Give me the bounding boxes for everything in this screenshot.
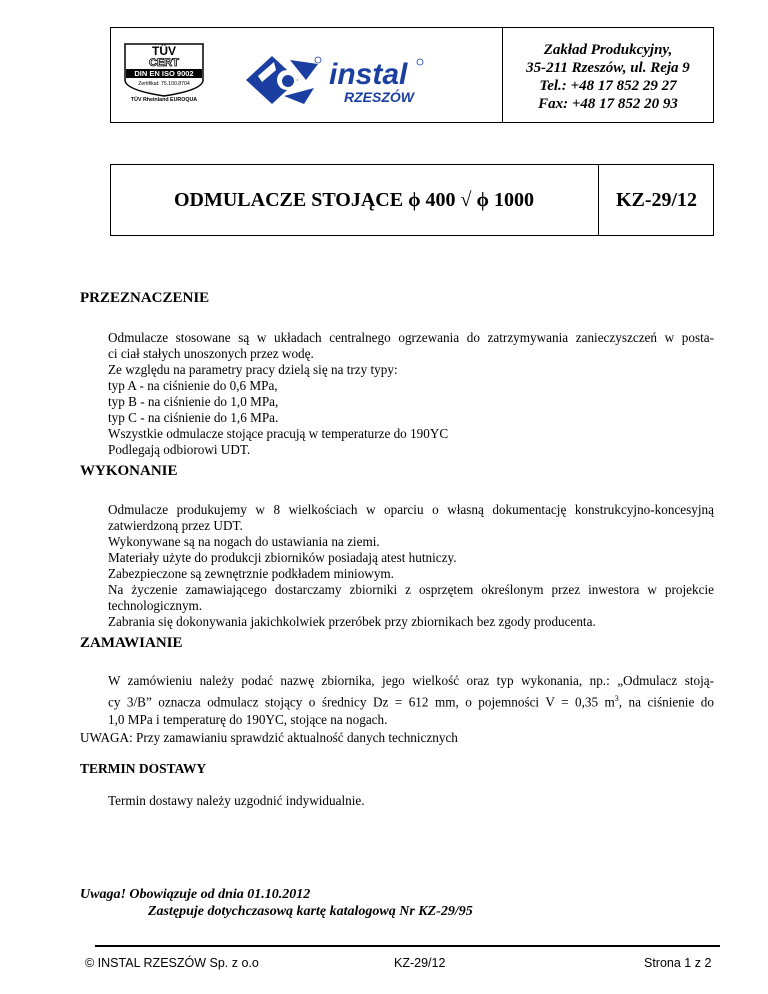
company-address	[504, 41, 712, 113]
logo-name: instal	[329, 58, 408, 91]
address-line: 35-211 Rzeszów, ul. Reja 9	[526, 60, 690, 76]
tuv-issuer: TÜV Rheinland EUROQUA	[130, 97, 198, 102]
paragraph-line: 1,0 MPa i temperaturę do 190ΥC, stojące na nogach.	[108, 712, 388, 728]
paragraph-line: technologicznym.	[108, 598, 203, 613]
section-body-przeznaczenie	[108, 330, 714, 458]
section-heading-zamawianie: ZAMAWIANIE	[80, 635, 183, 651]
paragraph-line: Ze względu na parametry pracy dzielą się na trzy typy:	[108, 362, 398, 377]
address-line: Tel.: +48 17 852 29 27	[539, 78, 677, 94]
paragraph-line	[108, 690, 714, 711]
tuv-cert-word: CERT	[149, 57, 179, 69]
tuv-brand: TÜV	[152, 44, 176, 58]
paragraph-line: Zabrania się dokonywania jakichkolwiek przeróbek przy zbiornikach bez zgody producenta.	[108, 614, 596, 629]
footer-page: Strona 1 z 2	[644, 956, 712, 970]
instal-logo-icon	[244, 50, 434, 110]
address-line: Fax: +48 17 852 20 93	[538, 96, 678, 112]
termin-text: Termin dostawy należy uzgodnić indywidualnie.	[108, 793, 365, 808]
tuv-cert-icon	[121, 40, 207, 102]
paragraph-line: Podlegają odbiorowi UDT.	[108, 442, 251, 457]
section-heading-wykonanie: WYKONANIE	[80, 463, 178, 479]
paragraph-line: Odmulacze produkujemy w 8 wielkościach w oparciu o własną dokumentację konstrukcyjno-koncesyjną	[108, 502, 714, 517]
paragraph-line: Wszystkie odmulacze stojące pracują w temperaturze do 190ΥC	[108, 426, 449, 441]
paragraph-line: Odmulacze stosowane są w układach centralnego ogrzewania do zatrzymywania zanieczyszczeń w posta-	[108, 330, 714, 345]
title-divider	[598, 164, 599, 236]
paragraph-line: ci ciał stałych unoszonych przez wodę.	[108, 346, 314, 361]
section-heading-przeznaczenie: PRZEZNACZENIE	[80, 290, 210, 306]
paragraph-line: Zabezpieczone są zewnętrznie podkładem miniowym.	[108, 566, 394, 581]
footer-rule	[95, 945, 720, 947]
footer-company: © INSTAL RZESZÓW Sp. z o.o	[85, 956, 259, 970]
logo-city: RZESZÓW	[344, 89, 414, 105]
instal-logo	[244, 50, 434, 110]
paragraph-line: Materiały użyte do produkcji zbiorników posiadają atest hutniczy.	[108, 550, 457, 565]
paragraph-line: typ A - na ciśnienie do 0,6 MPa,	[108, 378, 278, 393]
section-heading-termin: TERMIN DOSTAWY	[80, 761, 207, 776]
paragraph-line: typ B - na ciśnienie do 1,0 MPa,	[108, 394, 279, 409]
footer-code: KZ-29/12	[394, 956, 446, 970]
notice-line: Uwaga! Obowiązuje od dnia 01.10.2012	[80, 887, 311, 902]
paragraph-line: Wykonywane są na nogach do ustawiania na ziemi.	[108, 534, 380, 549]
line-part: cy 3/B” oznacza odmulacz stojący o średnicy Dz = 612 mm, o pojemności V = 0,35 m	[108, 694, 615, 710]
tuv-certificate: Zertifikat: 75.100.8704	[138, 81, 190, 87]
catalog-code: KZ-29/12	[615, 189, 698, 211]
paragraph-line: typ C - na ciśnienie do 1,6 MPa.	[108, 410, 279, 425]
section-body-wykonanie	[108, 502, 714, 630]
paragraph-line: Na życzenie zamawiającego dostarczamy zbiorniki z osprzętem określonym przez inwestora w projekcie	[108, 582, 714, 597]
header-divider	[502, 27, 503, 123]
section-body-zamawianie	[108, 672, 714, 729]
validity-notice	[80, 886, 473, 920]
uwaga-note: UWAGA: Przy zamawianiu sprawdzić aktualność danych technicznych	[80, 730, 458, 745]
paragraph-line: zatwierdzoną przez UDT.	[108, 518, 243, 533]
tuv-standard: DIN EN ISO 9002	[134, 69, 194, 78]
paragraph-line: W zamówieniu należy podać nazwę zbiornika, jego wielkość oraz typ wykonania, np.: „Odmulacz stoją-	[108, 673, 714, 688]
superscript: 3	[614, 694, 619, 703]
document-title: ODMULACZE STOJĄCE ϕ 400 √ ϕ 1000	[173, 189, 535, 211]
line-part: , na ciśnienie do	[618, 694, 714, 710]
notice-line: Zastępuje dotychczasową kartę katalogową Nr KZ-29/95	[148, 904, 473, 919]
address-line: Zakład Produkcyjny,	[543, 42, 673, 58]
tuv-cert-badge	[121, 40, 207, 102]
